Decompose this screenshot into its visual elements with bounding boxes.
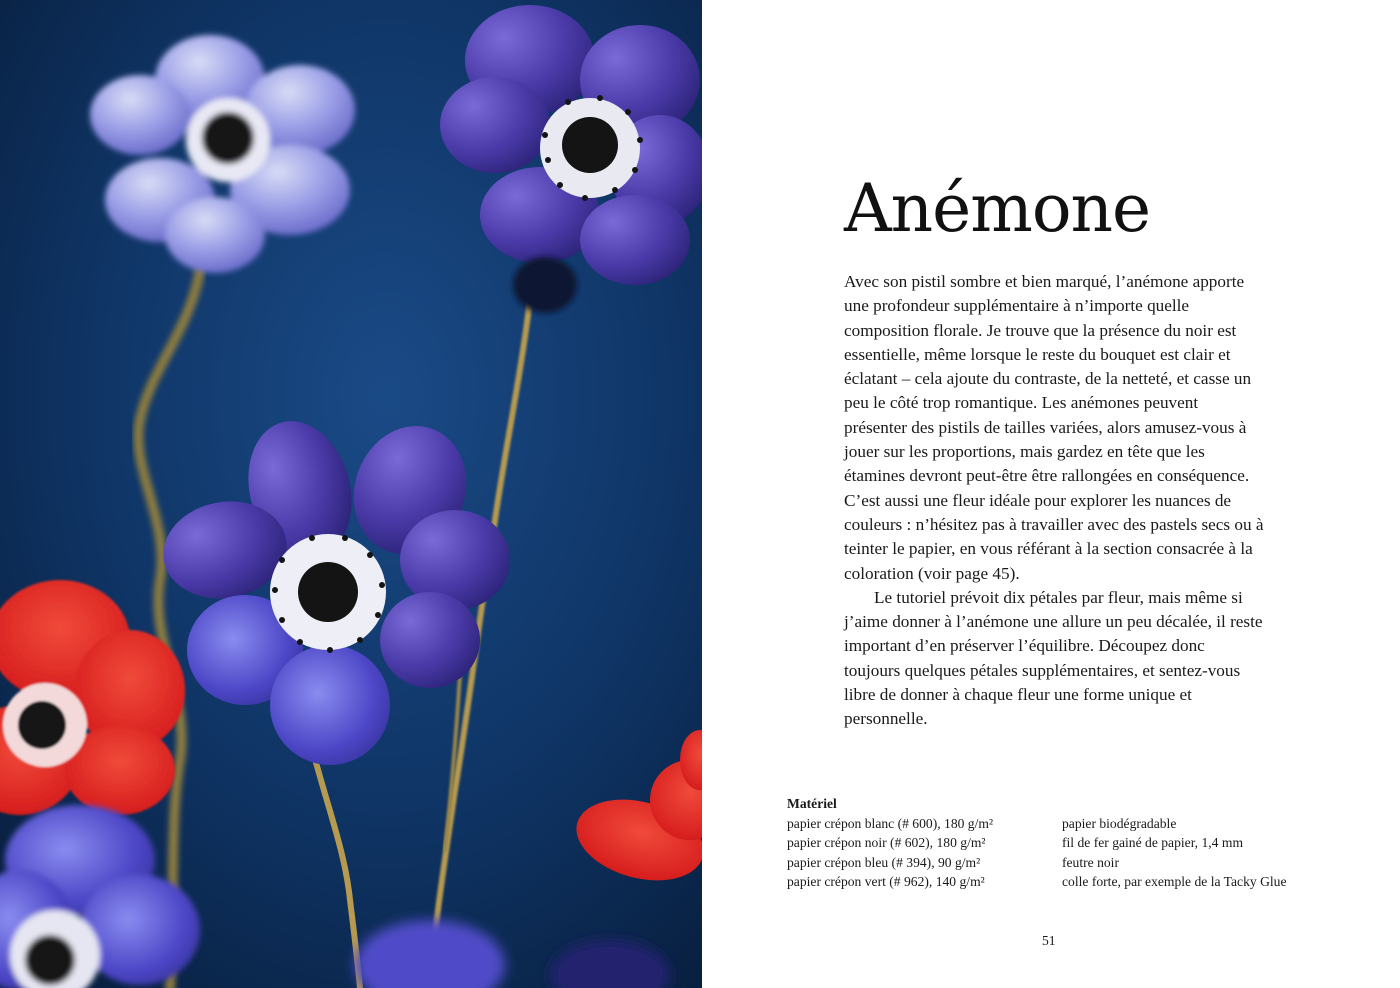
materials-heading: Matériel — [787, 796, 837, 811]
body-text — [844, 270, 1264, 732]
material-item: papier crépon blanc (# 600), 180 g/m² — [787, 815, 994, 831]
text-page — [702, 0, 1400, 988]
page-number: 51 — [1042, 933, 1056, 948]
materials-columns — [787, 814, 1347, 892]
material-item: colle forte, par exemple de la Tacky Glue — [1062, 874, 1287, 890]
material-item: papier crépon noir (# 602), 180 g/m² — [787, 835, 986, 851]
materials-column-left — [787, 814, 1062, 892]
material-item: papier crépon bleu (# 394), 90 g/m² — [787, 854, 981, 870]
material-item: feutre noir — [1062, 854, 1119, 870]
paragraph-2: Le tutoriel prévoit dix pétales par fleur, mais même si j’aime donner à l’anémone une allure un peu décalée, il reste important d’en préserver l’équilibre. Découpez donc toujours quelques pétales supplémentaires, et sentez-vous libre de donner à chaque fleur une forme unique et personnelle. — [844, 587, 1263, 729]
materials-section — [787, 794, 1347, 892]
material-item: papier biodégradable — [1062, 815, 1177, 831]
material-item: fil de fer gainé de papier, 1,4 mm — [1062, 835, 1244, 851]
page-title: Anémone — [844, 170, 1151, 247]
material-item: papier crépon vert (# 962), 140 g/m² — [787, 874, 985, 890]
paragraph-1: Avec son pistil sombre et bien marqué, l’anémone apporte une profondeur supplémentaire à n’importe quelle composition florale. Je trouve que la présence du noir est essentielle, même lorsque le reste du bouquet est clair et éclatant – cela ajoute du contraste, de la netteté, et casse un peu le côté trop romantique. Les anémones peuvent présenter des pistils de tailles variées, alors amusez-vous à jouer sur les proportions, mais gardez en tête que les étamines devront peut-être être rallongées en conséquence. C’est aussi une fleur idéale pour explorer les nuances de couleurs : n’hésitez pas à travailler avec des pastels secs ou à teinter le papier, en vous référant à la section consacrée à la coloration (voir page 45). — [844, 272, 1264, 583]
materials-column-right — [1062, 814, 1287, 892]
